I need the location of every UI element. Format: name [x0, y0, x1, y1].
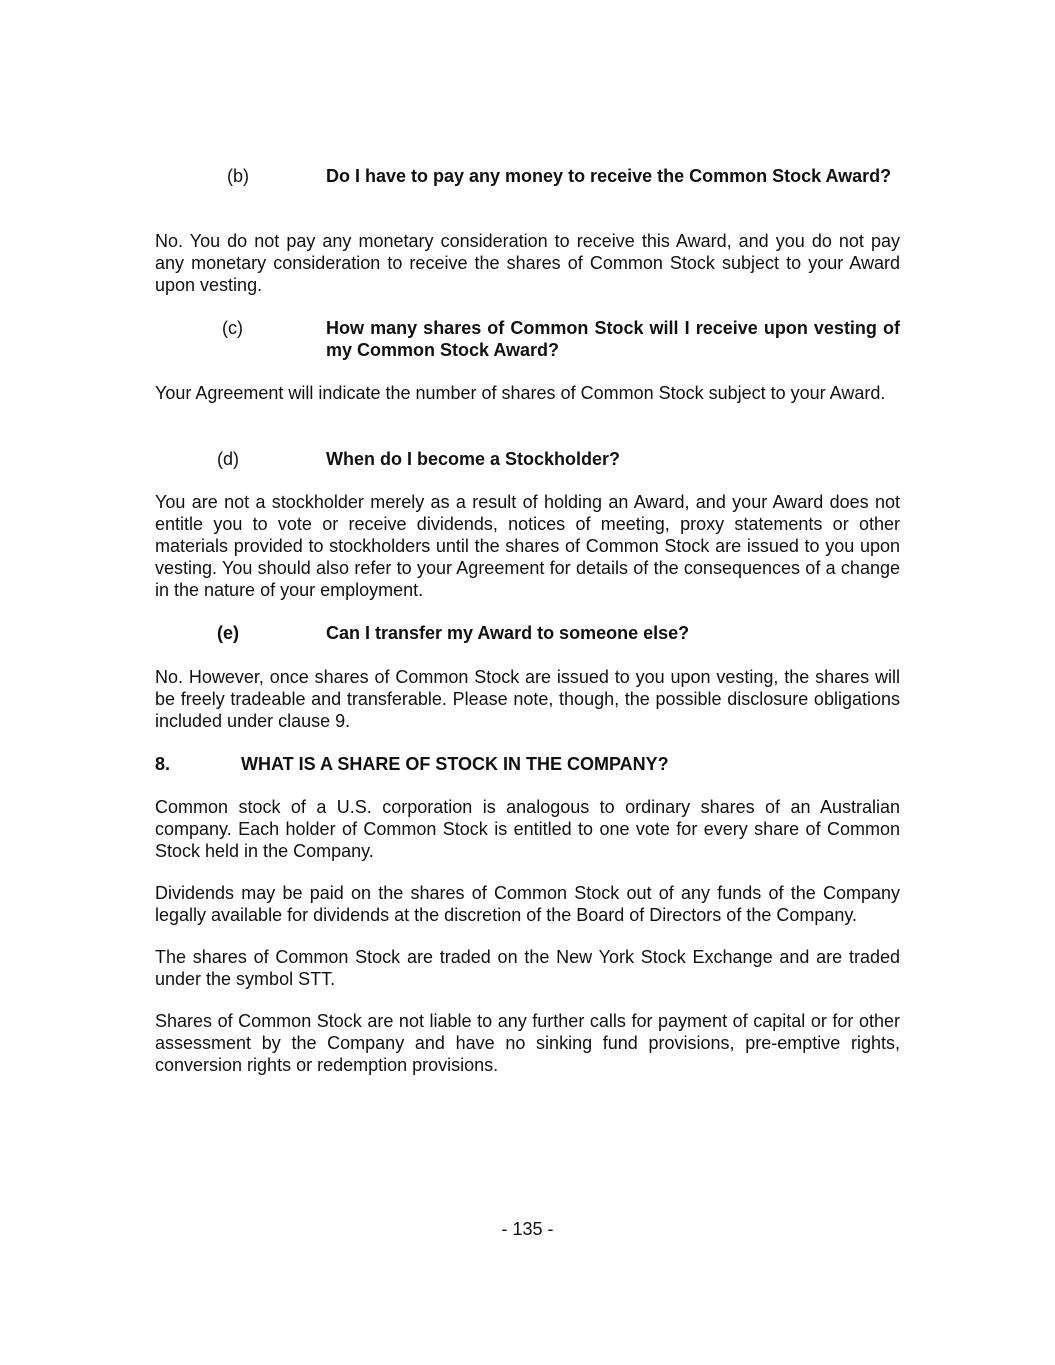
- question-number: (b): [227, 166, 249, 186]
- answer-paragraph-b: No. You do not pay any monetary consideration to receive this Award, and you do not pay any monetary consideration to receive the shares of Common Stock subject to your Award upon vesting.: [155, 231, 900, 295]
- question-text: How many shares of Common Stock will I receive upon vesting of my Common Stock Award?: [326, 318, 900, 360]
- section-paragraph-1: Common stock of a U.S. corporation is analogous to ordinary shares of an Australian company. Each holder of Common Stock is entitled to one vote for every share of Common Stock held in the Company.: [155, 797, 900, 861]
- section-paragraph-3: The shares of Common Stock are traded on the New York Stock Exchange and are traded under the symbol STT.: [155, 947, 900, 989]
- page-number: - 135 -: [501, 1219, 554, 1239]
- question-number: (e): [217, 623, 239, 643]
- section-title: WHAT IS A SHARE OF STOCK IN THE COMPANY?: [241, 754, 669, 774]
- answer-paragraph-c: Your Agreement will indicate the number of shares of Common Stock subject to your Award.: [155, 383, 886, 403]
- document-page: [155, 0, 900, 1365]
- answer-paragraph-d: You are not a stockholder merely as a result of holding an Award, and your Award does not entitle you to vote or receive dividends, notices of meeting, proxy statements or other materials provided to stockholders until the shares of Common Stock are issued to you upon vesting. You should also refer to your Agreement for details of the consequences of a change in the nature of your employment.: [155, 492, 900, 600]
- question-text: Do I have to pay any money to receive the Common Stock Award?: [326, 166, 892, 186]
- section-paragraph-4: Shares of Common Stock are not liable to any further calls for payment of capital or for other assessment by the Company and have no sinking fund provisions, pre-emptive rights, conversion rights or redemption provisions.: [155, 1011, 900, 1075]
- question-text: Can I transfer my Award to someone else?: [326, 623, 690, 643]
- section-paragraph-2: Dividends may be paid on the shares of Common Stock out of any funds of the Company legally available for dividends at the discretion of the Board of Directors of the Company.: [155, 883, 900, 925]
- question-text: When do I become a Stockholder?: [326, 449, 621, 469]
- question-number: (c): [222, 318, 243, 338]
- question-number: (d): [217, 449, 239, 469]
- section-number: 8.: [155, 754, 171, 774]
- answer-paragraph-e: No. However, once shares of Common Stock are issued to you upon vesting, the shares will be freely tradeable and transferable. Please note, though, the possible disclosure obligations included under clause 9.: [155, 667, 900, 731]
